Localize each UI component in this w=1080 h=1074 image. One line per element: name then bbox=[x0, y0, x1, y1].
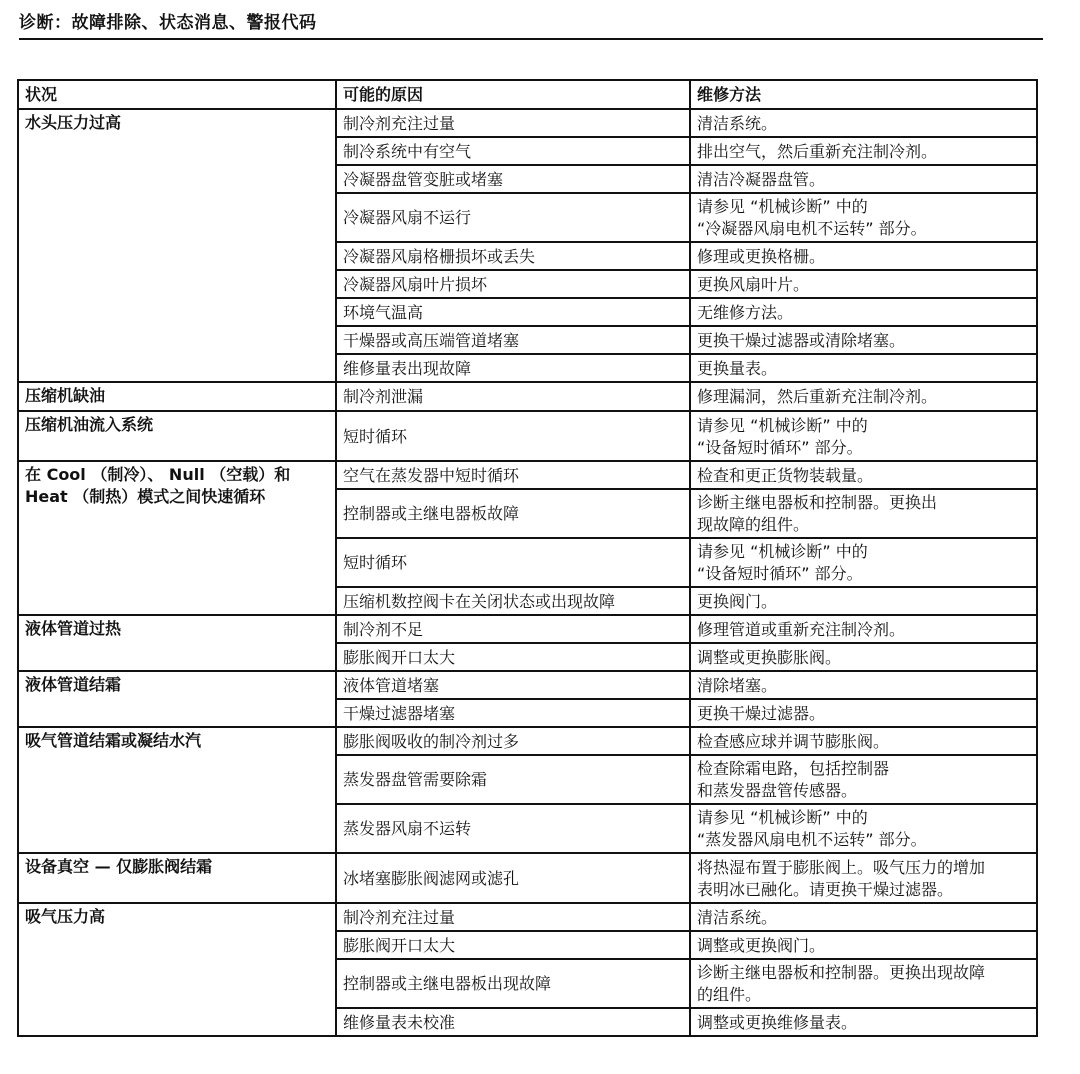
cause-text: 膨胀阀吸收的制冷剂过多 bbox=[343, 731, 520, 751]
remedy-text: 修理或更换格栅。 bbox=[697, 246, 826, 266]
remedy-text: 更换量表。 bbox=[697, 358, 778, 378]
remedy-cell bbox=[690, 298, 1037, 326]
condition-cell bbox=[18, 727, 336, 853]
cause-cell bbox=[336, 615, 690, 643]
cause-text: 冷凝器风扇叶片损坏 bbox=[343, 274, 488, 294]
table-row bbox=[18, 727, 1037, 755]
remedy-text: 无维修方法。 bbox=[697, 302, 794, 322]
cause-text: 膨胀阀开口太大 bbox=[343, 935, 456, 955]
remedy-text: 现故障的组件。 bbox=[697, 515, 810, 534]
cause-text: 制冷剂充注过量 bbox=[343, 113, 456, 133]
cause-cell bbox=[336, 903, 690, 931]
cause-text: 制冷剂不足 bbox=[343, 619, 424, 639]
remedy-cell bbox=[690, 853, 1037, 903]
cause-cell bbox=[336, 804, 690, 853]
condition-text: 吸气管道结霜或凝结水汽 bbox=[25, 731, 202, 750]
remedy-cell bbox=[690, 804, 1037, 853]
remedy-text: 请参见 “机械诊断” 中的 bbox=[697, 197, 868, 216]
remedy-text: 请参见 “机械诊断” 中的 bbox=[697, 808, 868, 827]
cause-text: 维修量表出现故障 bbox=[343, 358, 472, 378]
remedy-cell bbox=[690, 1008, 1037, 1036]
condition-cell bbox=[18, 461, 336, 615]
cause-cell bbox=[336, 1008, 690, 1036]
remedy-text: 请参见 “机械诊断” 中的 bbox=[697, 542, 868, 561]
remedy-cell bbox=[690, 489, 1037, 538]
condition-cell bbox=[18, 615, 336, 671]
column-header-cause: 可能的原因 bbox=[336, 80, 690, 109]
condition-text: 液体管道结霜 bbox=[25, 675, 122, 694]
cause-cell bbox=[336, 193, 690, 242]
remedy-text: “蒸发器风扇电机不运转” 部分。 bbox=[697, 830, 927, 849]
remedy-cell bbox=[690, 165, 1037, 193]
remedy-text: 更换干燥过滤器。 bbox=[697, 703, 826, 723]
condition-cell bbox=[18, 382, 336, 411]
cause-cell bbox=[336, 671, 690, 699]
cause-text: 膨胀阀开口太大 bbox=[343, 647, 456, 667]
condition-text: 吸气压力高 bbox=[25, 907, 106, 926]
table-row bbox=[18, 109, 1037, 137]
remedy-text: 清除堵塞。 bbox=[697, 675, 778, 695]
cause-cell bbox=[336, 411, 690, 461]
remedy-cell bbox=[690, 193, 1037, 242]
remedy-cell bbox=[690, 354, 1037, 382]
cause-cell bbox=[336, 109, 690, 137]
condition-cell bbox=[18, 903, 336, 1036]
cause-cell bbox=[336, 643, 690, 671]
remedy-cell bbox=[690, 461, 1037, 489]
condition-text: 水头压力过高 bbox=[25, 113, 122, 132]
remedy-text: 更换干燥过滤器或清除堵塞。 bbox=[697, 330, 906, 350]
remedy-text: 更换风扇叶片。 bbox=[697, 274, 810, 294]
cause-cell bbox=[336, 755, 690, 804]
cause-cell bbox=[336, 959, 690, 1008]
condition-text: 在 Cool （制冷）、 Null （空载）和 bbox=[25, 465, 291, 484]
remedy-text: 诊断主继电器板和控制器。更换出 bbox=[697, 493, 938, 512]
column-header-remedy: 维修方法 bbox=[690, 80, 1037, 109]
remedy-cell bbox=[690, 270, 1037, 298]
cause-text: 制冷剂充注过量 bbox=[343, 907, 456, 927]
cause-cell bbox=[336, 699, 690, 727]
cause-cell bbox=[336, 298, 690, 326]
remedy-text: 诊断主继电器板和控制器。更换出现故障 bbox=[697, 963, 986, 982]
cause-cell bbox=[336, 727, 690, 755]
cause-text: 控制器或主继电器板故障 bbox=[343, 504, 520, 523]
remedy-cell bbox=[690, 903, 1037, 931]
remedy-text: 表明冰已融化。请更换干燥过滤器。 bbox=[697, 879, 954, 899]
cause-cell bbox=[336, 270, 690, 298]
table-row bbox=[18, 903, 1037, 931]
condition-text: 设备真空 — 仅膨胀阀结霜 bbox=[25, 857, 213, 876]
table-row bbox=[18, 671, 1037, 699]
table-row bbox=[18, 615, 1037, 643]
remedy-text: “冷凝器风扇电机不运转” 部分。 bbox=[697, 219, 927, 238]
cause-cell bbox=[336, 242, 690, 270]
remedy-text: 清洁系统。 bbox=[697, 113, 778, 133]
cause-text: 短时循环 bbox=[343, 426, 408, 446]
cause-cell bbox=[336, 354, 690, 382]
cause-cell bbox=[336, 137, 690, 165]
remedy-text: 清洁冷凝器盘管。 bbox=[697, 169, 826, 189]
cause-cell bbox=[336, 489, 690, 538]
remedy-text: 排出空气，然后重新充注制冷剂。 bbox=[697, 141, 938, 161]
cause-text: 压缩机数控阀卡在关闭状态或出现故障 bbox=[343, 591, 616, 611]
remedy-cell bbox=[690, 755, 1037, 804]
cause-cell bbox=[336, 165, 690, 193]
diagnostics-table bbox=[17, 79, 1038, 1037]
condition-cell bbox=[18, 671, 336, 727]
table-row bbox=[18, 411, 1037, 461]
table-row bbox=[18, 382, 1037, 411]
cause-text: 制冷系统中有空气 bbox=[343, 141, 472, 161]
remedy-text: 更换阀门。 bbox=[697, 591, 778, 611]
cause-text: 蒸发器盘管需要除霜 bbox=[343, 770, 488, 789]
remedy-cell bbox=[690, 727, 1037, 755]
remedy-text: 清洁系统。 bbox=[697, 907, 778, 927]
remedy-text: 检查除霜电路，包括控制器 bbox=[697, 759, 890, 778]
remedy-cell bbox=[690, 643, 1037, 671]
cause-text: 环境气温高 bbox=[343, 302, 424, 322]
condition-text: 液体管道过热 bbox=[25, 619, 122, 638]
remedy-text: 的组件。 bbox=[697, 985, 762, 1004]
cause-text: 冷凝器风扇不运行 bbox=[343, 208, 472, 227]
remedy-cell bbox=[690, 699, 1037, 727]
remedy-text: 调整或更换维修量表。 bbox=[697, 1012, 858, 1032]
remedy-cell bbox=[690, 931, 1037, 959]
remedy-cell bbox=[690, 671, 1037, 699]
cause-cell bbox=[336, 931, 690, 959]
cause-cell bbox=[336, 538, 690, 587]
cause-text: 冷凝器盘管变脏或堵塞 bbox=[343, 169, 504, 189]
condition-text: 压缩机缺油 bbox=[25, 386, 106, 405]
page-title: 诊断：故障排除、状态消息、警报代码 bbox=[19, 13, 317, 33]
condition-text: 压缩机油流入系统 bbox=[25, 415, 154, 434]
condition-text: Heat （制热）模式之间快速循环 bbox=[25, 487, 266, 506]
condition-cell bbox=[18, 411, 336, 461]
table-row bbox=[18, 461, 1037, 489]
cause-text: 空气在蒸发器中短时循环 bbox=[343, 465, 520, 485]
remedy-text: 修理漏洞，然后重新充注制冷剂。 bbox=[697, 387, 938, 406]
table-row bbox=[18, 853, 1037, 903]
cause-text: 干燥过滤器堵塞 bbox=[343, 703, 456, 723]
column-header-condition: 状况 bbox=[18, 80, 336, 109]
remedy-cell bbox=[690, 959, 1037, 1008]
remedy-cell bbox=[690, 109, 1037, 137]
cause-cell bbox=[336, 587, 690, 615]
cause-text: 短时循环 bbox=[343, 553, 408, 572]
cause-text: 冷凝器风扇格栅损坏或丢失 bbox=[343, 246, 536, 266]
remedy-cell bbox=[690, 411, 1037, 461]
cause-text: 冰堵塞膨胀阀滤网或滤孔 bbox=[343, 868, 520, 888]
remedy-text: 和蒸发器盘管传感器。 bbox=[697, 781, 858, 800]
cause-cell bbox=[336, 326, 690, 354]
remedy-cell bbox=[690, 587, 1037, 615]
remedy-cell bbox=[690, 382, 1037, 411]
condition-cell bbox=[18, 109, 336, 382]
remedy-cell bbox=[690, 326, 1037, 354]
cause-text: 控制器或主继电器板出现故障 bbox=[343, 974, 552, 993]
cause-cell bbox=[336, 382, 690, 411]
cause-text: 制冷剂泄漏 bbox=[343, 387, 424, 406]
remedy-cell bbox=[690, 538, 1037, 587]
remedy-text: “设备短时循环” 部分。 bbox=[697, 564, 863, 583]
condition-cell bbox=[18, 853, 336, 903]
remedy-text: 调整或更换膨胀阀。 bbox=[697, 647, 842, 667]
remedy-cell bbox=[690, 137, 1037, 165]
remedy-cell bbox=[690, 242, 1037, 270]
remedy-text: 请参见 “机械诊断” 中的 bbox=[697, 415, 868, 435]
remedy-text: 将热湿布置于膨胀阀上。吸气压力的增加 bbox=[697, 857, 986, 877]
page-header bbox=[19, 12, 1043, 40]
cause-cell bbox=[336, 853, 690, 903]
remedy-cell bbox=[690, 615, 1037, 643]
remedy-text: “设备短时循环” 部分。 bbox=[697, 437, 863, 457]
remedy-text: 修理管道或重新充注制冷剂。 bbox=[697, 619, 906, 639]
table-header-row bbox=[18, 80, 1037, 109]
remedy-text: 检查感应球并调节膨胀阀。 bbox=[697, 731, 890, 751]
cause-text: 蒸发器风扇不运转 bbox=[343, 819, 472, 838]
table-body bbox=[18, 109, 1037, 1036]
cause-text: 液体管道堵塞 bbox=[343, 675, 440, 695]
remedy-text: 调整或更换阀门。 bbox=[697, 935, 826, 955]
cause-text: 维修量表未校准 bbox=[343, 1012, 456, 1032]
cause-text: 干燥器或高压端管道堵塞 bbox=[343, 330, 520, 350]
cause-cell bbox=[336, 461, 690, 489]
remedy-text: 检查和更正货物装载量。 bbox=[697, 465, 874, 485]
